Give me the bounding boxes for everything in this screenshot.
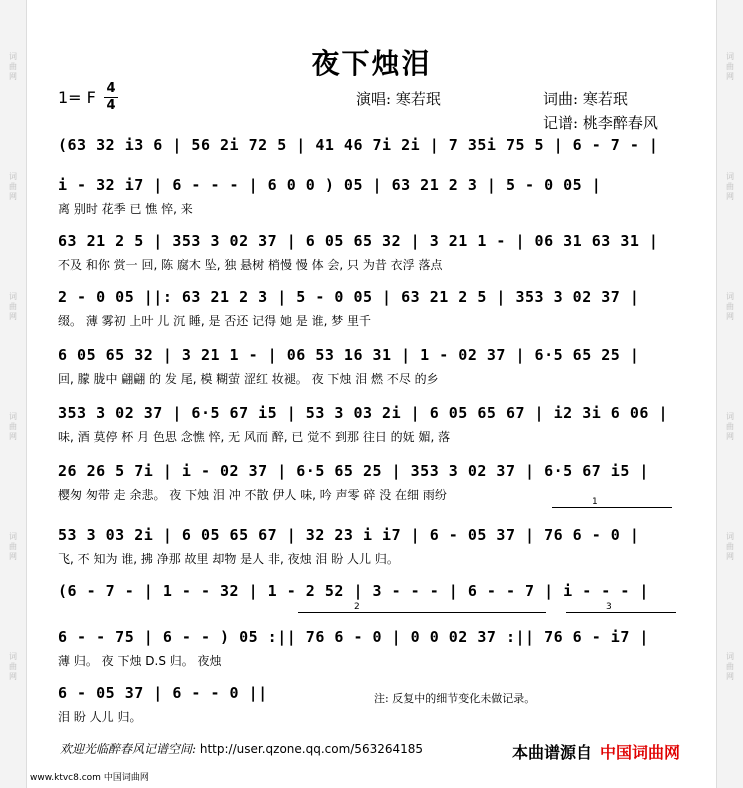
singer-credit: 演唱: 寒若珉 [356,90,441,108]
volta-bracket-1: 1 [552,507,672,508]
watermark-right-5: 词 曲 网 [726,532,734,561]
score-row-1: (63 32 i3 6 | 56 2i 72 5 | 41 46 7i 2i | 7 35i 75 5 | 6 - 7 - | [58,136,659,154]
watermark-left-3: 词 曲 网 [9,292,17,321]
footer-url-link[interactable]: http://user.qzone.qq.com/563264185 [199,742,424,756]
lyric-row-2: 离 别时 花季 已 憔 悴, 来 [58,202,193,216]
footer-text: 欢迎光临醉春风记谱空间: [60,742,197,756]
lyric-row-3: 不及 和你 赏一 回, 陈 腐木 坠, 独 悬树 梢慢 慢 体 会, 只 为昔 衣浮 落点 [58,258,443,272]
watermark-left-1: 词 曲 网 [9,52,17,81]
ktvc-watermark [30,770,149,783]
source-site-name: 中国词曲网 [600,743,681,762]
score-row-6: 353 3 02 37 | 6·5 67 i5 | 53 3 03 2i | 6 05 65 67 | i2 3i 6 06 | [58,404,668,422]
watermark-right-1: 词 曲 网 [726,52,734,81]
watermark-left-2: 词 曲 网 [9,172,17,201]
watermark-right-4: 词 曲 网 [726,412,734,441]
time-signature [104,82,118,113]
watermark-left-6: 词 曲 网 [9,652,17,681]
lyric-row-10: 薄 归。 夜 下烛 D.S 归。 夜烛 [58,654,222,668]
lyric-row-8: 飞, 不 知为 谁, 拂 净那 故里 却物 是人 非, 夜烛 泪 盼 人儿 归。 [58,552,399,566]
ktvc-url: www.ktvc8.com [30,773,101,783]
watermark-left-5: 词 曲 网 [9,532,17,561]
score-row-5: 6 05 65 32 | 3 21 1 - | 06 53 16 31 | 1 - 02 37 | 6·5 65 25 | [58,346,640,364]
volta-bracket-2: 2 [298,612,546,613]
time-signature-top: 4 [106,81,116,96]
key-signature: 1= F [58,88,96,107]
lyric-row-4: 缀。 薄 雾初 上叶 儿 沉 睡, 是 否还 记得 她 是 谁, 梦 里千 [58,314,372,328]
lyric-row-6: 味, 酒 莫停 杯 月 色思 念憔 悴, 无 风而 醉, 已 觉不 到那 往日 的妩 媚, 落 [58,430,451,444]
watermark-left-4: 词 曲 网 [9,412,17,441]
watermark-right-2: 词 曲 网 [726,172,734,201]
time-signature-bottom: 4 [106,98,116,113]
score-row-10: 6 - - 75 | 6 - - ) 05 :|| 76 6 - 0 | 0 0 02 37 :|| 76 6 - i7 | [58,628,649,646]
transcriber-credit: 记谱: 桃李醉春风 [543,114,658,132]
source-prefix: 本曲谱源自 [512,743,593,762]
source-attribution [512,740,680,763]
lyric-row-11: 泪 盼 人儿 归。 [58,710,142,724]
lyric-row-5: 回, 朦 胧中 翩翩 的 发 尾, 模 糊萤 涩红 妆褪。 夜 下烛 泪 燃 不尽 的乡 [58,372,439,386]
score-row-9: (6 - 7 - | 1 - - 32 | 1 - 2 52 | 3 - - - | 6 - - 7 | i - - - | [58,582,649,600]
score-row-2: i - 32 i7 | 6 - - - | 6 0 0 ) 05 | 63 21 2 3 | 5 - 0 05 | [58,176,602,194]
score-row-11: 6 - 05 37 | 6 - - 0 || [58,684,268,702]
footer-credit [60,740,423,757]
score-row-3: 63 21 2 5 | 353 3 02 37 | 6 05 65 32 | 3 21 1 - | 06 31 63 31 | [58,232,659,250]
composer-credit: 词曲: 寒若珉 [543,90,628,108]
song-title: 夜下烛泪 [311,47,432,80]
volta-bracket-3: 3 [566,612,676,613]
watermark-right-3: 词 曲 网 [726,292,734,321]
watermark-right-6: 词 曲 网 [726,652,734,681]
transcription-note: 注: 反复中的细节变化未做记录。 [374,692,536,705]
ktvc-site-name: 中国词曲网 [103,773,149,783]
score-row-4: 2 - 0 05 ||: 63 21 2 3 | 5 - 0 05 | 63 21 2 5 | 353 3 02 37 | [58,288,640,306]
score-row-8: 53 3 03 2i | 6 05 65 67 | 32 23 i i7 | 6 - 05 37 | 76 6 - 0 | [58,526,640,544]
lyric-row-7: 樱匆 匆带 走 余悲。 夜 下烛 泪 冲 不散 伊人 味, 吟 声零 碎 没 在细 雨纷 [58,488,447,502]
score-row-7: 26 26 5 7i | i - 02 37 | 6·5 65 25 | 353 3 02 37 | 6·5 67 i5 | [58,462,649,480]
